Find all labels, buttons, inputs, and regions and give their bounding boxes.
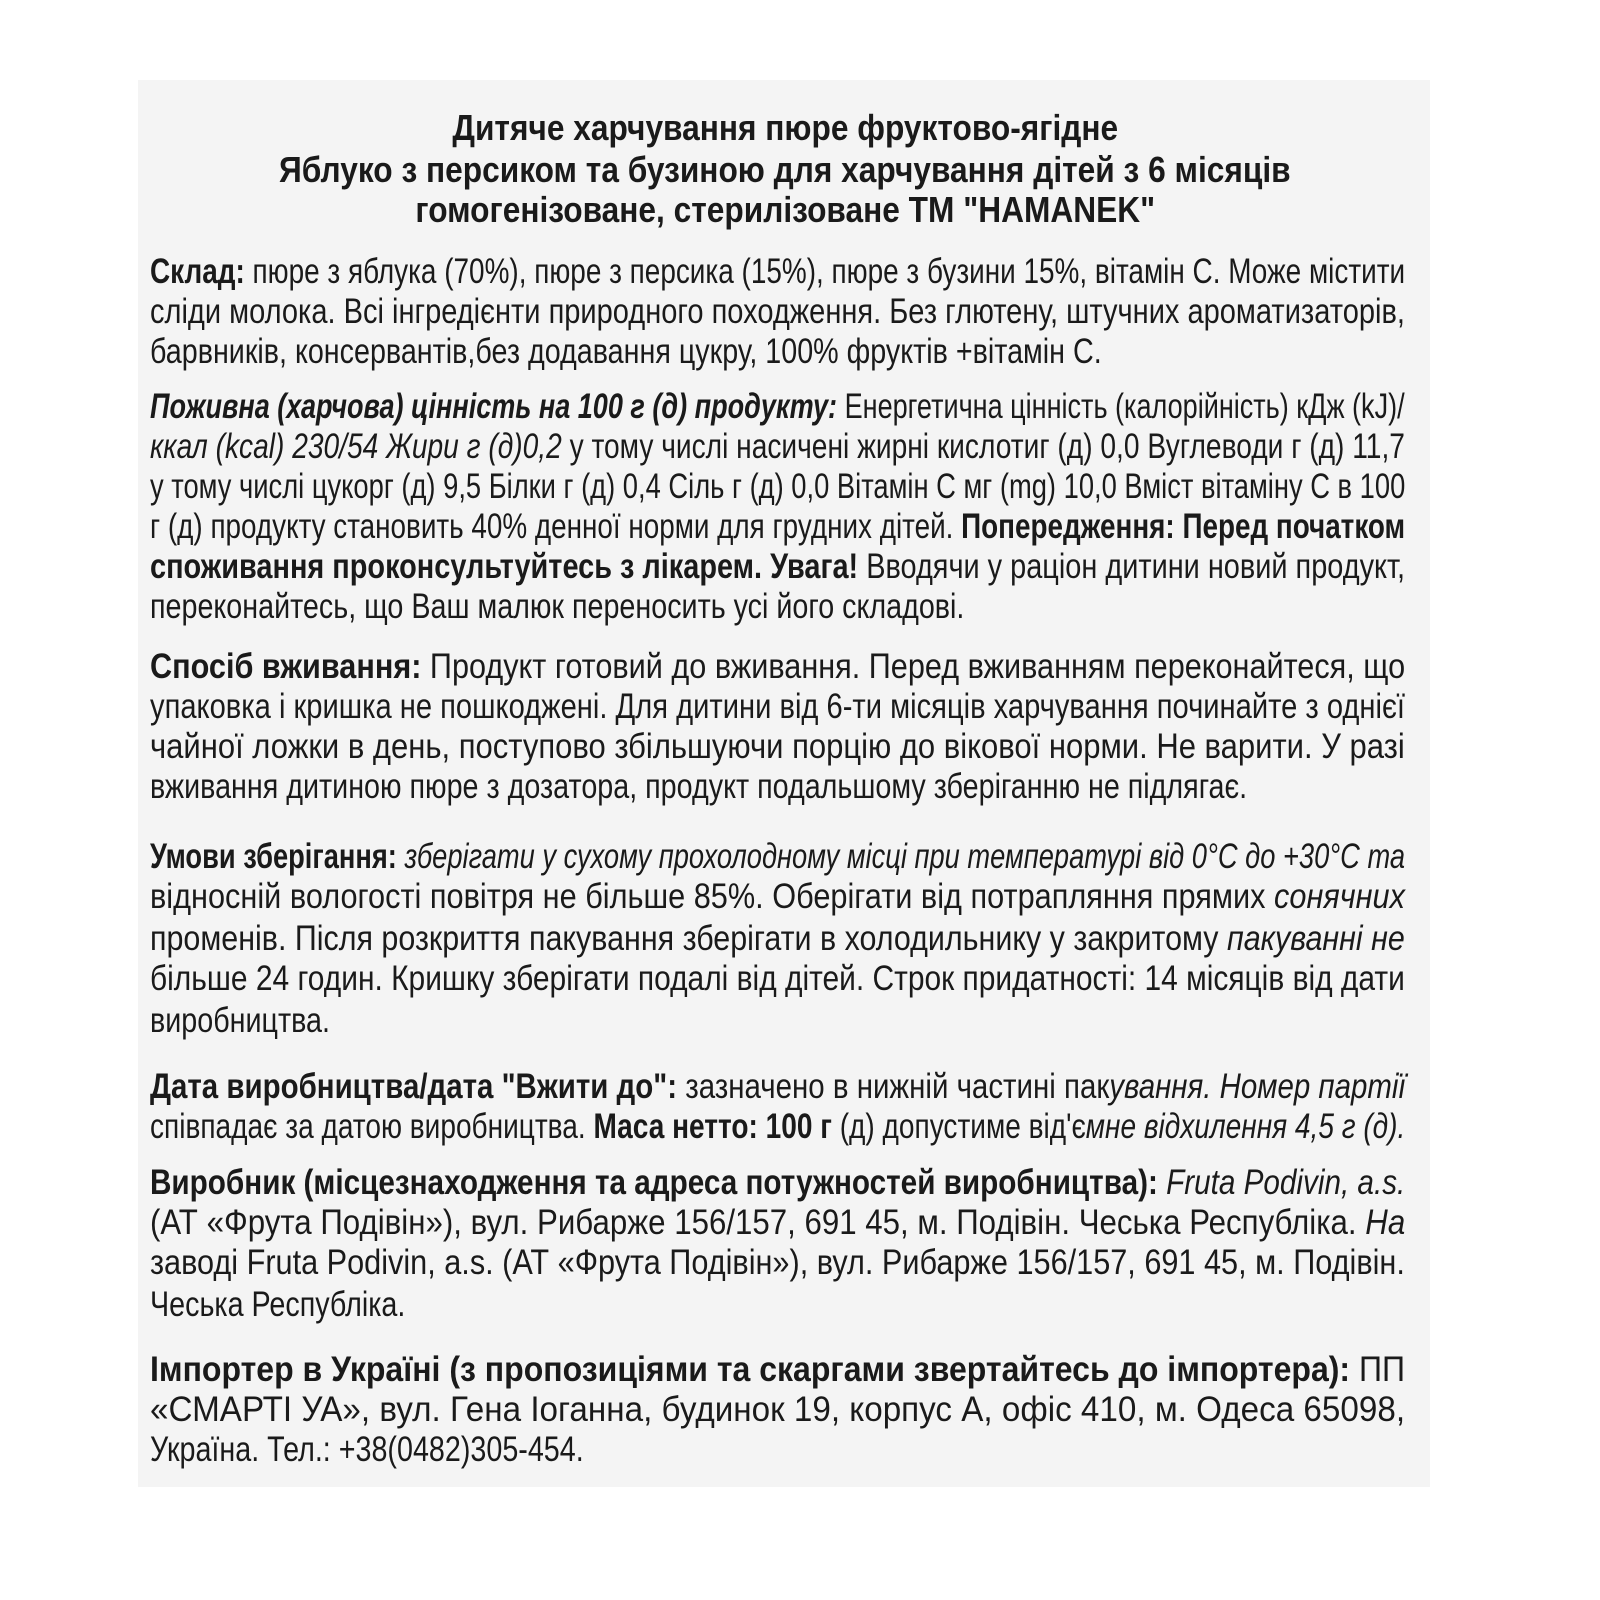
text-segment: пакуванні не [1226, 919, 1405, 958]
text-segment: чайної ложки в день, поступово збільшуючи порцію до вікової норми. Не варити. У разі [150, 727, 1405, 766]
text-segment: Україна. Тел.: +38(0482)305-454. [150, 1430, 584, 1469]
manufacturer-line [150, 1163, 1405, 1203]
text-segment: вживання дитиною пюре з дозатора, продукт подальшому зберіганню не підлягає. [150, 767, 1248, 806]
dates-line [150, 1067, 1405, 1107]
text-segment: заводі Fruta Podivin, a.s. (АТ «Фрута Подівін»), вул. Рибарже 156/157, 691 45, м. Подівін. [150, 1243, 1405, 1282]
manufacturer-line [150, 1285, 405, 1325]
nutrition-line [150, 587, 964, 627]
importer-line [150, 1390, 1405, 1430]
text-segment: Поживна (харчова) цінність на 100 г (д) продукту: [150, 387, 838, 426]
text-segment: барвників, консервантів,без додавання цукру, 100% фруктів +вітамін С. [150, 332, 1102, 371]
text-segment: променів. Після розкриття пакування зберігати в холодильнику у закритому [150, 919, 1227, 958]
text-segment: Виробник (місцезнаходження та адреса потужностей виробництва): [150, 1163, 1158, 1202]
nutrition-line [150, 427, 1405, 467]
title-line: гомогенізоване, стерилізоване ТМ "HAMANEK" [414, 189, 1155, 230]
importer-line [150, 1430, 584, 1470]
storage-line [150, 837, 1405, 877]
text-segment: г (д) продукту становить 40% денної норми для грудних дітей. [150, 507, 962, 546]
text-segment: сліди молока. Всі інгредієнти природного походження. Без глютену, штучних ароматизаторів, [150, 292, 1405, 331]
title-line: Дитяче харчування пюре фруктово-ягідне [451, 107, 1118, 148]
text-segment: відносній вологості повітря не більше 85%. Оберігати від потрапляння прямих [150, 877, 1275, 916]
text-segment: Попередження: Перед початком [961, 507, 1406, 546]
storage-line [150, 959, 1405, 999]
text-segment: зазначено в нижній частині пак [677, 1067, 1110, 1106]
text-segment: Дата виробництва/дата "Вжити до": [150, 1067, 678, 1106]
text-segment: Енергетична цінність (калорійність) кДж (kJ)/ [837, 387, 1405, 426]
manufacturer-line [150, 1243, 1405, 1283]
composition-line [150, 252, 1405, 292]
text-segment: На [1365, 1203, 1406, 1242]
importer-line [150, 1350, 1405, 1390]
text-segment: переконайтесь, що Ваш малюк переносить усі його складові. [150, 587, 965, 626]
text-segment: Продукт готовий до вживання. Перед вживанням переконайтеся, що [421, 647, 1406, 686]
dates-line [150, 1107, 1405, 1147]
storage-line [150, 1001, 330, 1041]
text-segment: (АТ «Фрута Подівін»), вул. Рибарже 156/157, 691 45, м. Подівін. Чеська Республіка. [150, 1203, 1366, 1242]
nutrition-line [150, 387, 1405, 427]
text-segment: у тому числі насичені жирні кислотиг (д) 0,0 Вуглеводи г (д) 11,7 [561, 427, 1405, 466]
nutrition-line [150, 547, 1405, 587]
manufacturer-line [150, 1203, 1405, 1243]
usage-line [150, 767, 1247, 807]
usage-line [150, 687, 1405, 727]
composition-line [150, 292, 1405, 332]
text-segment: мне відхилення 4,5 г (д). [1085, 1107, 1406, 1146]
usage-line [150, 647, 1405, 687]
text-segment: Чеська Республіка. [150, 1285, 406, 1324]
text-segment: Умови зберігання: [150, 837, 397, 876]
text-segment: упаковка і кришка не пошкоджені. Для дитини від 6-ти місяців харчування починайте з однієї [150, 687, 1405, 726]
text-segment: більше 24 годин. Кришку зберігати подалі від дітей. Строк придатності: 14 місяців від дати [150, 959, 1405, 998]
text-segment: співпадає за датою виробництва. [150, 1107, 594, 1146]
storage-line [150, 877, 1405, 917]
storage-line [150, 919, 1405, 959]
usage-line [150, 727, 1405, 767]
text-segment: Маса нетто: 100 г [593, 1107, 832, 1146]
text-segment: (д) допустиме від'є [831, 1107, 1086, 1146]
text-segment: у тому числі цукорг (д) 9,5 Білки г (д) 0,4 Сіль г (д) 0,0 Вітамін С мг (mg) 10,0 Вміст вітаміну С в 100 [150, 467, 1406, 506]
text-segment: зберігати у сухому прохолодному місці при температурі від 0°С до +30°С та [396, 837, 1406, 876]
text-segment: Fruta Podivin, a.s. [1157, 1163, 1406, 1202]
nutrition-line [150, 507, 1405, 547]
text-segment: Імпортер в Україні (з пропозиціями та скаргами звертайтесь до імпортера): [150, 1350, 1351, 1389]
title-line: Яблуко з персиком та бузиною для харчування дітей з 6 місяців [278, 149, 1291, 190]
text-segment: Вводячи у раціон дитини новий продукт, [858, 547, 1406, 586]
text-segment: пюре з яблука (70%), пюре з персика (15%), пюре з бузини 15%, вітамін С. Може містити [244, 252, 1406, 291]
nutrition-line [150, 467, 1405, 507]
text-segment: ування. Номер партії [1109, 1067, 1406, 1106]
text-segment: споживання проконсультуйтесь з лікарем. Увага! [150, 547, 859, 586]
text-segment: виробництва. [150, 1001, 330, 1040]
text-segment: ккал (kcal) 230/54 Жири г (д)0,2 [150, 427, 562, 466]
text-segment: ПП [1350, 1350, 1405, 1389]
composition-line [150, 332, 1102, 372]
text-segment: «СМАРТІ УА», вул. Гена Іоганна, будинок 19, корпус А, офіс 410, м. Одеса 65098, [150, 1390, 1406, 1429]
text-segment: Спосіб вживання: [150, 647, 422, 686]
text-segment: сонячних [1274, 877, 1405, 916]
text-segment: Склад: [150, 252, 245, 291]
